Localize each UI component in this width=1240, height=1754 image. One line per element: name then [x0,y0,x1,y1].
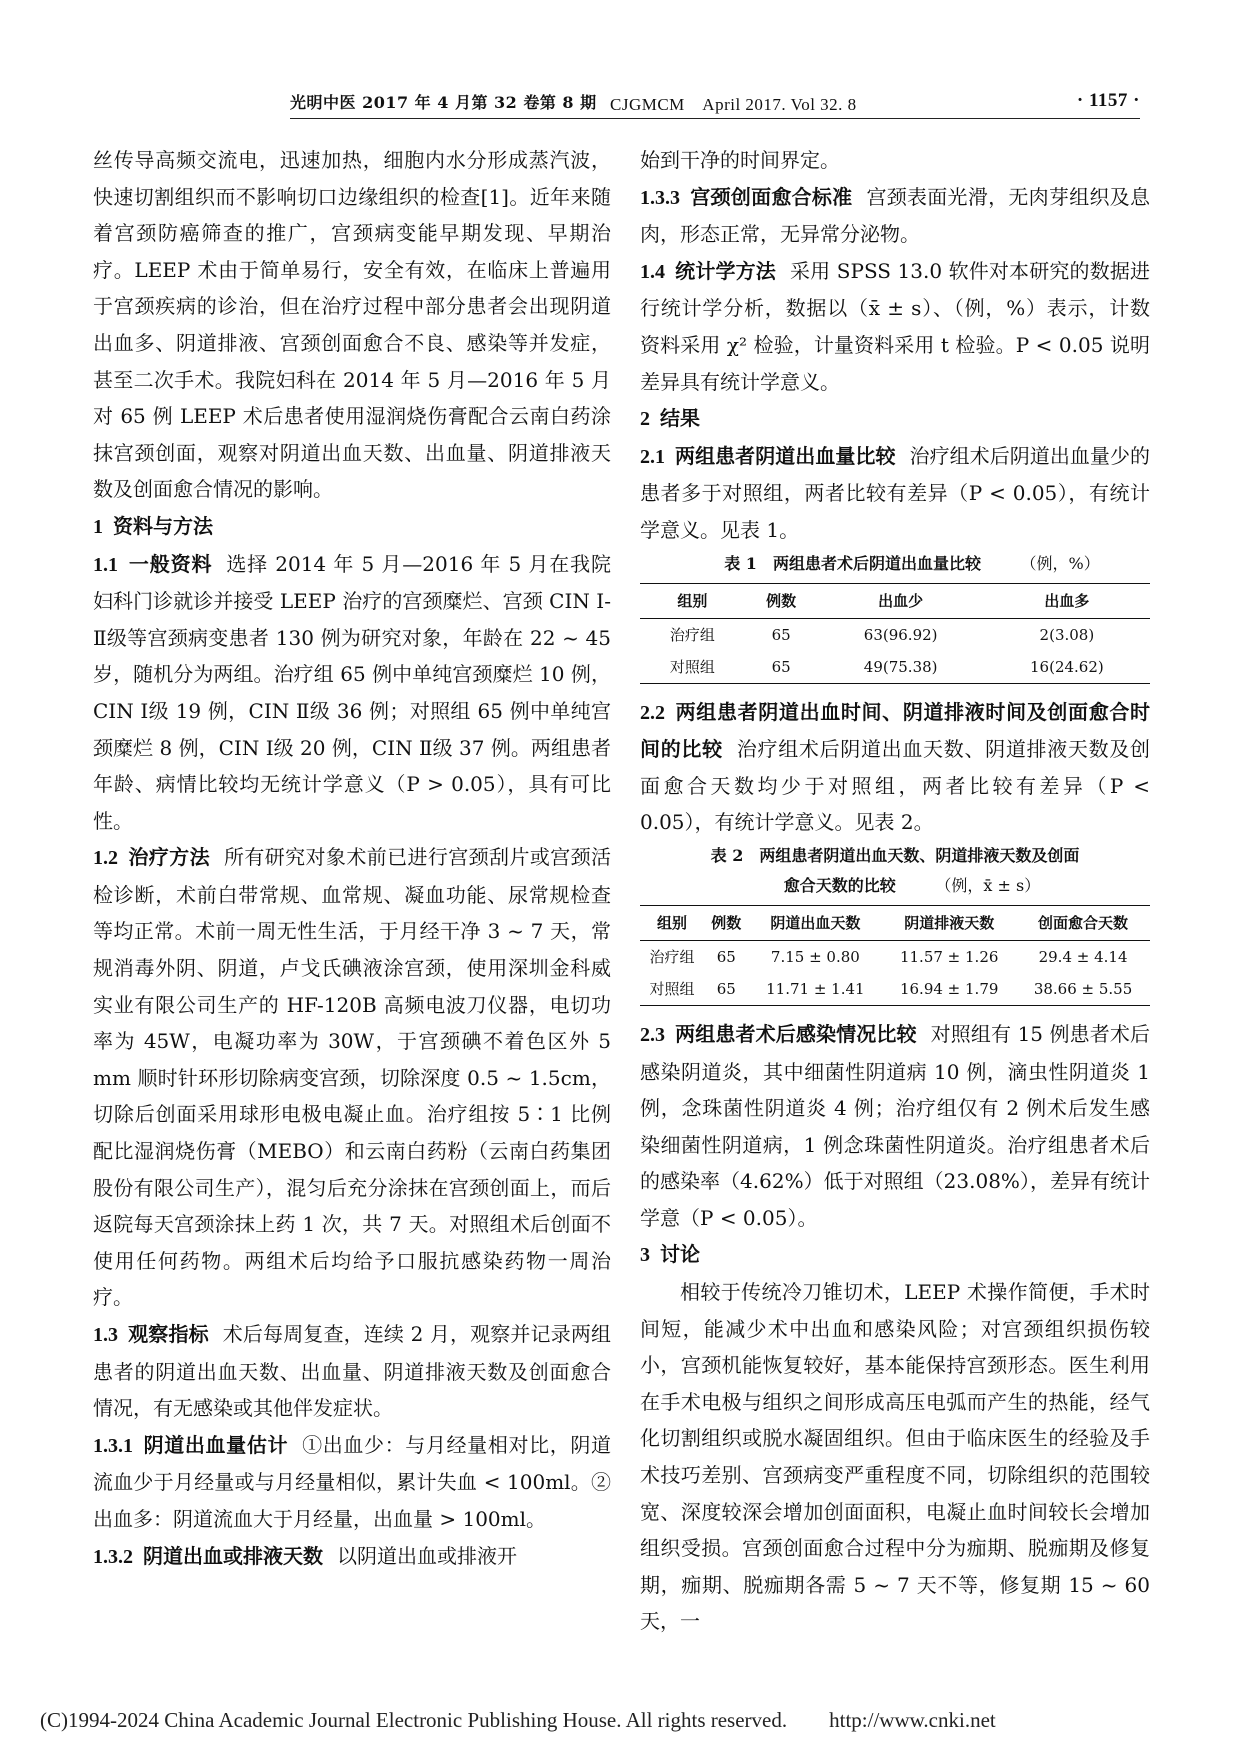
table-2 [640,905,1150,1006]
running-header [290,88,1140,119]
section-2-2 [640,694,1150,841]
section-text: 所有研究对象术前已进行宫颈刮片或宫颈活检诊断，术前白带常规、血常规、凝血功能、尿常规检查等均正常。术前一周无性生活，于月经干净 3 ~ 7 天，常规消毒外阴、阴道，卢戈氏碘液涂宫颈，使用深圳金科威实业有限公司生产的 HF-120B 高频电波刀仪器，电切功率为 45W，电凝功率为 30W，于宫颈碘不着色区外 5 mm 顺时针环形切除病变宫颈，切除深度 0.5 ~ 1.5cm，切除后创面采用球形电极电凝止血。治疗组按 5∶1 比例配比湿润烧伤膏（MEBO）和云南白药粉（云南白药集团股份有限公司生产），混匀后充分涂抹在宫颈创面上，而后返院每天宫颈涂抹上药 1 次，共 7 天。对照组术后创面不使用任何药物。两组术后均给予口服抗感染药物一周治疗。 [93,845,612,1310]
table-2-title-line-1: 表 2 两组患者阴道出血天数、阴道排液天数及创面 [710,845,1080,865]
section-number: 1.3.3 [640,186,680,209]
table-header: 阴道排液天数 [882,905,1016,940]
table-row [640,940,1150,973]
section-1-1 [93,546,611,840]
right-column [640,142,1150,1640]
page-number: · 1157 · [1076,90,1140,111]
table-1-title: 表 1 两组患者术后阴道出血量比较 [724,553,981,573]
table-header: 组别 [640,583,745,618]
table-cell: 11.71 ± 1.41 [748,973,882,1006]
table-cell: 65 [745,651,818,684]
table-2-title-line-2: 愈合天数的比较 [783,875,896,895]
table-1-caption [640,549,1150,579]
section-3-heading [640,1236,1150,1274]
section-number: 1.3.2 [93,1545,133,1568]
section-number: 1.3.1 [93,1434,133,1457]
section-text: 采用 SPSS 13.0 软件对本研究的数据进行统计学分析，数据以（x̄ ± s）、（例，%）表示，计数资料采用 χ² 检验，计量资料采用 t 检验。P < 0.05 说明差异具有统计学意义。 [640,258,1151,394]
table-cell: 16(24.62) [984,651,1150,684]
section-title: 治疗方法 [128,845,210,870]
table-cell: 16.94 ± 1.79 [882,973,1016,1006]
section-number: 2.2 [640,701,665,724]
journal-title-cn: 光明中医 2017 年 4 月第 32 卷第 8 期 [290,93,597,112]
table-cell: 对照组 [640,973,704,1006]
table-row [640,651,1150,684]
section-title: 资料与方法 [113,513,213,538]
table-header: 出血少 [818,583,984,618]
table-1-unit: （例，%） [1020,553,1100,573]
section-2-heading [640,400,1150,438]
copyright-footer: (C)1994-2024 China Academic Journal Electronic Publishing House. All rights reserved. http://www.cnki.net [40,1708,996,1732]
section-number: 2.3 [640,1023,665,1046]
section-text: ①出血少：与月经量相对比，阴道流血少于月经量或与月经量相似，累计失血 < 100ml。②出血多：阴道流血大于月经量，出血量 > 100ml。 [93,1432,612,1531]
intro-paragraph: 丝传导高频交流电，迅速加热，细胞内水分形成蒸汽波，快速切割组织而不影响切口边缘组织的检查[1]。近年来随着宫颈防癌筛查的推广，宫颈病变能早期发现、早期治疗。LEEP 术由于简单易行，安全有效，在临床上普遍用于宫颈疾病的诊治，但在治疗过程中部分患者会出现阴道出血多、阴道排液、宫颈创面愈合不良、感染等并发症，甚至二次手术。我院妇科在 2014 年 5 月—2016 年 5 月对 65 例 LEEP 术后患者使用湿润烧伤膏配合云南白药涂抹宫颈创面，观察对阴道出血天数、出血量、阴道排液天数及创面愈合情况的影响。 [93,148,611,502]
section-title: 阴道出血或排液天数 [143,1543,323,1568]
section-1-2 [93,839,611,1316]
section-title: 两组患者术后感染情况比较 [675,1021,917,1046]
journal-title-en: CJGMCM April 2017. Vol 32. 8 [610,95,857,114]
left-column [93,142,611,1575]
section-title: 观察指标 [128,1322,209,1346]
section-number: 1.1 [93,553,118,576]
section-1-3-3 [640,179,1150,253]
section-text: 对照组有 15 例患者术后感染阴道炎，其中细菌性阴道病 10 例，滴虫性阴道炎 1 例，念珠菌性阴道炎 4 例；治疗组仅有 2 例术后发生感染细菌性阴道病，1 例念珠菌性阴道炎。治疗组患者术后的感染率（4.62%）低于对照组（23.08%），差异有统计学意（P < 0.05）。 [640,1021,1151,1230]
section-text: 治疗组术后阴道出血量少的患者多于对照组，两者比较有差异（P < 0.05），有统计学意义。见表 1。 [640,443,1151,542]
section-title: 两组患者阴道出血量比较 [675,443,896,468]
table-cell: 38.66 ± 5.55 [1016,973,1150,1006]
section-1-3 [93,1316,611,1427]
table-cell: 对照组 [640,651,745,684]
section-title: 结果 [660,406,700,431]
section-text: 术后每周复查，连续 2 月，观察并记录两组患者的阴道出血天数、出血量、阴道排液天数及创面愈合情况，有无感染或其他伴发症状。 [93,1322,611,1421]
section-text: 宫颈表面光滑，无肉芽组织及息肉，形态正常，无异常分泌物。 [640,184,1151,247]
table-2-unit: （例，x̄ ± s） [935,875,1041,895]
table-header: 组别 [640,905,704,940]
section-2-1 [640,438,1150,549]
table-2-caption [640,841,1150,901]
section-text: 治疗组术后阴道出血天数、阴道排液天数及创面愈合天数均少于对照组，两者比较有差异（P < 0.05），有统计学意义。见表 2。 [640,737,1151,835]
table-row [640,973,1150,1006]
table-cell: 2(3.08) [1039,625,1095,644]
section-1-heading [93,508,611,546]
table-header: 出血多 [984,583,1150,618]
table-row [640,618,1150,651]
table-cell: 49(75.38) [818,651,984,684]
table-cell: 治疗组 [669,625,715,644]
discussion-paragraph: 相较于传统冷刀锥切术，LEEP 术操作简便，手术时间短，能减少术中出血和感染风险；对宫颈组织损伤较小，宫颈机能恢复较好，基本能保持宫颈形态。医生利用在手术电极与组织之间形成高压电弧而产生的热能，经气化切割组织或脱水凝固组织。但由于临床医生的经验及手术技巧差别、宫颈病变严重程度不同，切除组织的范围较宽、深度较深会增加创面面积，电凝止血时间较长会增加组织受损。宫颈创面愈合过程中分为痂期、脱痂期及修复期，痂期、脱痂期各需 5 ~ 7 天不等，修复期 15 ~ 60 天，一 [640,1280,1150,1634]
section-title: 一般资料 [128,551,213,576]
section-title: 两组患者阴道出血时间、阴道排液时间及创面愈合时间的比较 [640,699,1150,762]
section-1-4 [640,253,1150,400]
section-text: 选择 2014 年 5 月—2016 年 5 月在我院妇科门诊就诊并接受 LEEP 治疗的宫颈糜烂、宫颈 CIN Ⅰ-Ⅱ级等宫颈病变患者 130 例为研究对象，年龄在 22 ~ 45 岁，随机分为两组。治疗组 65 例中单纯宫颈糜烂 10 例，CIN Ⅰ级 19 例，CIN Ⅱ级 36 例；对照组 65 例中单纯宫颈糜烂 8 例，CIN Ⅰ级 20 例，CIN Ⅱ级 37 例。两组患者年龄、病情比较均无统计学意义（P > 0.05），具有可比性。 [93,551,611,833]
table-header: 例数 [704,905,748,940]
table-cell: 治疗组 [649,947,695,966]
table-cell: 63(96.92) [863,625,938,644]
section-number: 3 [640,1244,650,1267]
section-1-3-2 [93,1538,611,1576]
table-cell: 65 [704,973,748,1006]
section-title: 阴道出血量估计 [143,1432,289,1457]
table-cell: 65 [716,947,736,966]
section-1-3-1 [93,1427,611,1538]
section-title: 统计学方法 [675,258,776,283]
section-title: 宫颈创面愈合标准 [690,184,853,209]
table-cell: 65 [771,625,791,644]
section-text: 以阴道出血或排液开 [337,1543,517,1568]
section-title: 讨论 [660,1242,700,1267]
table-cell: 7.15 ± 0.80 [770,947,860,966]
table-cell: 11.57 ± 1.26 [899,947,999,966]
section-number: 1.2 [93,847,118,870]
table-cell: 29.4 ± 4.14 [1038,947,1128,966]
section-number: 2 [640,408,650,431]
section-number: 1 [93,515,103,538]
continued-text: 始到干净的时间界定。 [640,148,840,172]
section-number: 1.3 [93,1324,118,1346]
table-1 [640,583,1150,684]
table-header: 创面愈合天数 [1016,905,1150,940]
table-header: 阴道出血天数 [748,905,882,940]
section-2-3 [640,1016,1150,1237]
section-number: 1.4 [640,260,665,283]
table-header: 例数 [745,583,818,618]
section-number: 2.1 [640,445,665,468]
